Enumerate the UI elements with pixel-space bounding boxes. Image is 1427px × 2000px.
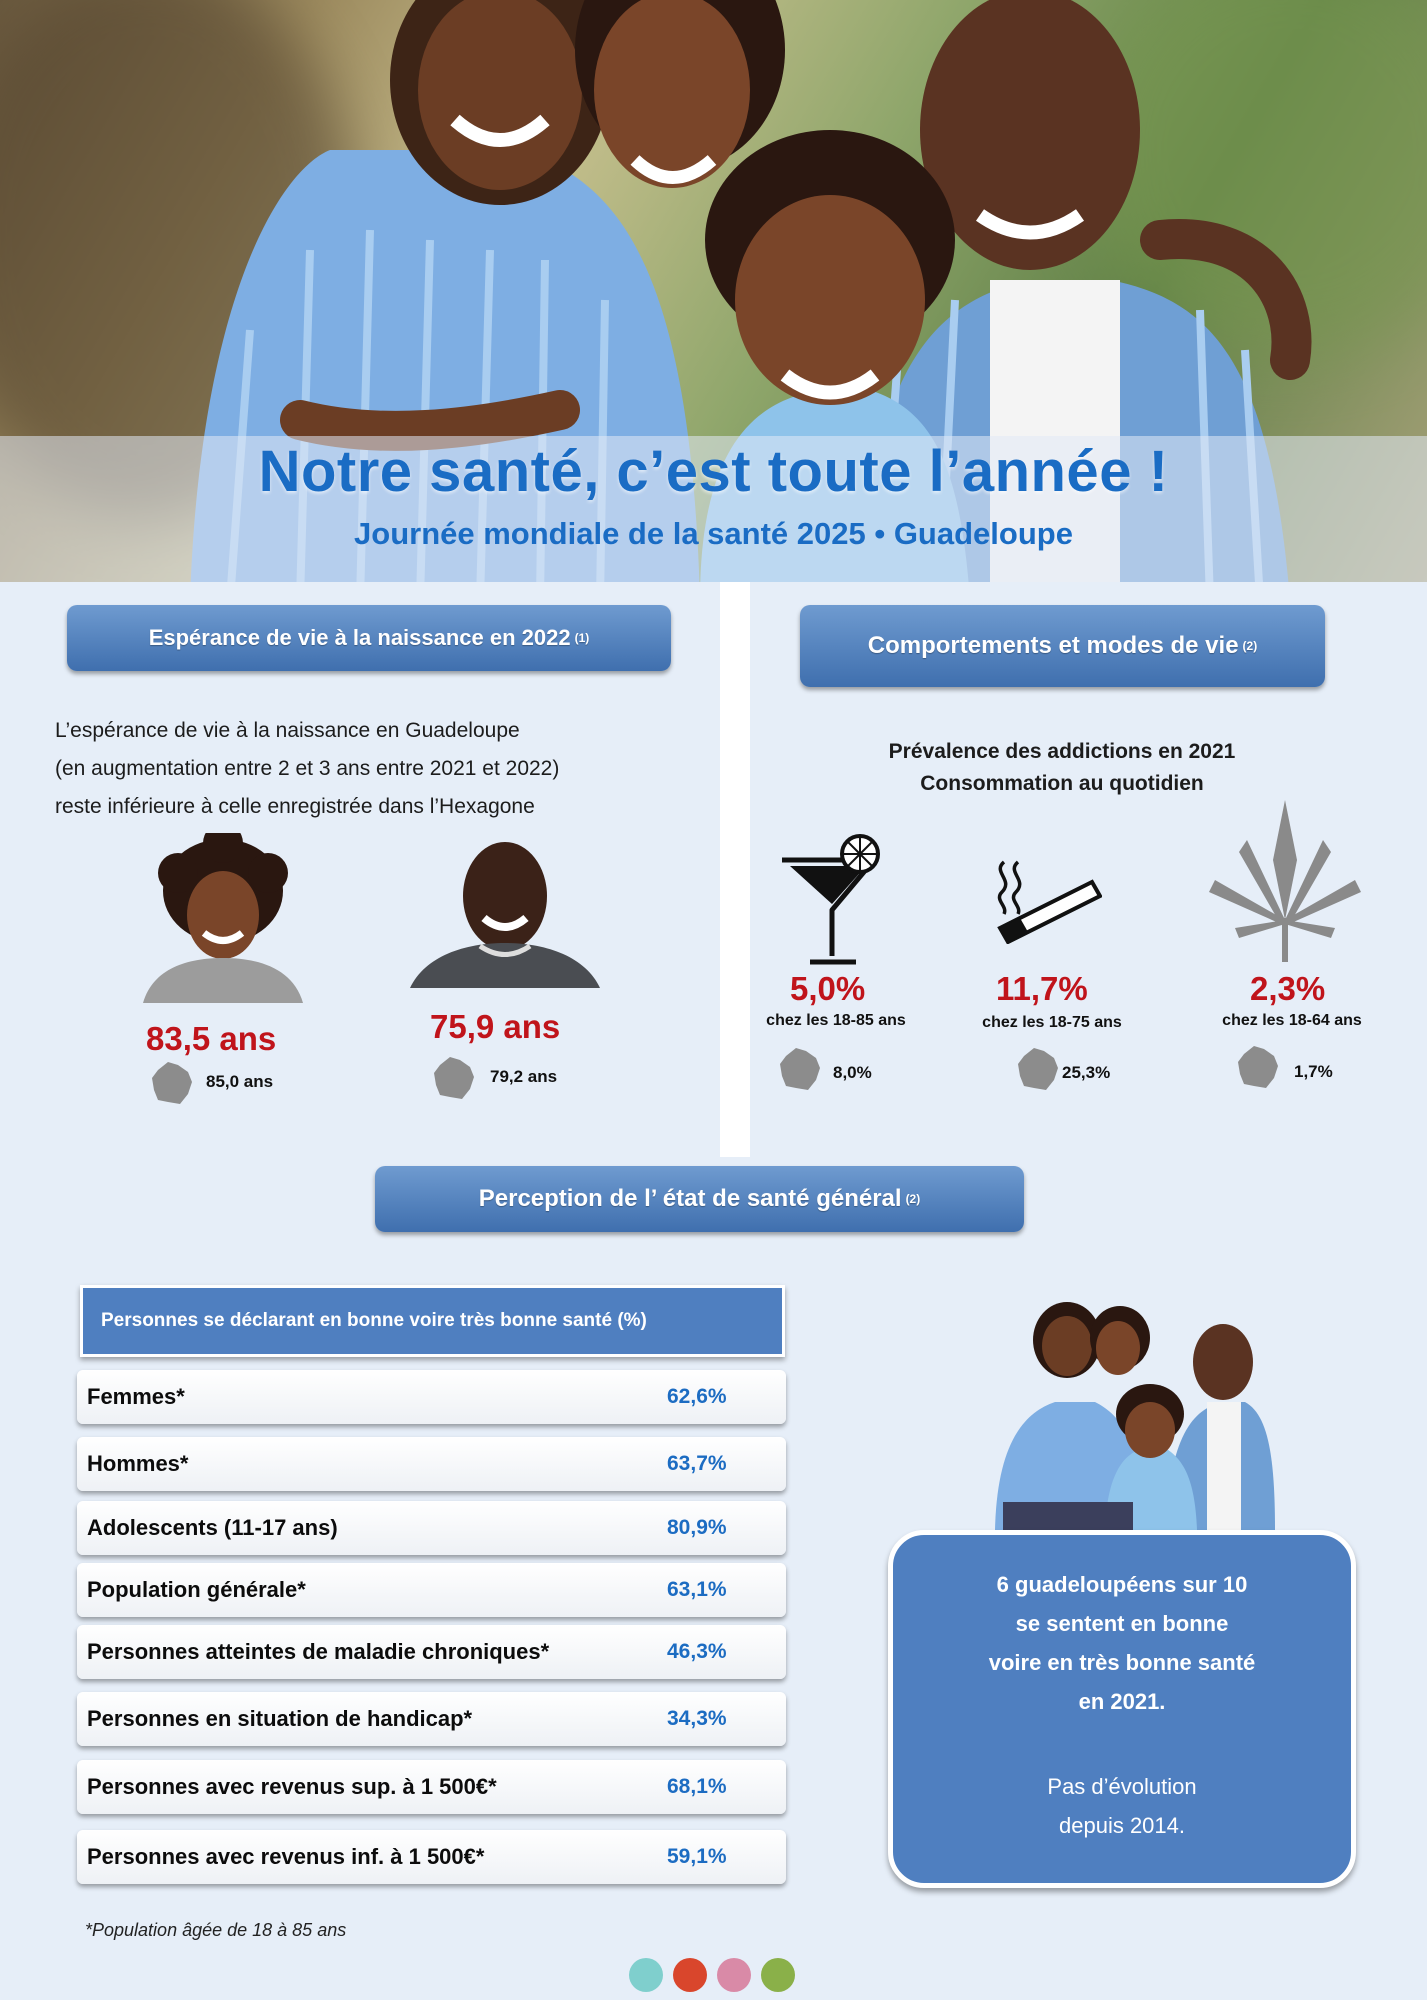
table-header: Personnes se déclarant en bonne voire très bonne santé (%) — [80, 1285, 785, 1357]
column-divider — [720, 582, 750, 1157]
row-label: Personnes atteintes de maladie chroniques* — [87, 1639, 550, 1664]
addictions-subtitle: Consommation au quotidien — [920, 772, 1204, 795]
section-heading-text: Espérance de vie à la naissance en 2022 — [148, 625, 571, 650]
woman-portrait-icon — [138, 833, 308, 1003]
row-value: 46,3% — [667, 1640, 727, 1663]
row-label: Femmes* — [87, 1384, 185, 1409]
women-life-expectancy: 83,5 ans — [146, 1020, 277, 1057]
decorative-dot — [717, 1958, 751, 1992]
text-line: reste inférieure à celle enregistrée dans l’Hexagone — [55, 795, 535, 818]
page-subtitle: Journée mondiale de la santé 2025 • Guadeloupe — [354, 516, 1073, 551]
decorative-dot — [761, 1958, 795, 1992]
addictions-title: Prévalence des addictions en 2021 — [888, 740, 1236, 763]
table-row — [77, 1830, 786, 1884]
row-value: 59,1% — [667, 1845, 727, 1868]
callout-box — [888, 1530, 1356, 1888]
cocktail-glass-icon — [778, 832, 884, 968]
family-small-photo — [985, 1302, 1275, 1530]
alcohol-value: 5,0% — [790, 970, 866, 1007]
france-map-icon — [1016, 1046, 1060, 1092]
row-value: 80,9% — [667, 1516, 727, 1539]
row-label: Adolescents (11-17 ans) — [87, 1515, 338, 1540]
table-row — [77, 1563, 786, 1617]
text-line: (en augmentation entre 2 et 3 ans entre 2021 et 2022) — [55, 757, 560, 780]
france-map-icon — [778, 1046, 822, 1092]
decorative-dot — [673, 1958, 707, 1992]
callout-main-text — [893, 1565, 1351, 1721]
cannabis-hexagone-value: 1,7% — [1294, 1062, 1333, 1081]
table-row — [77, 1437, 786, 1491]
callout-note-line: Pas d’évolution — [1047, 1774, 1197, 1799]
decorative-dot — [629, 1958, 663, 1992]
cannabis-age-range: chez les 18-64 ans — [1222, 1012, 1362, 1029]
row-value: 34,3% — [667, 1707, 727, 1730]
callout-note — [893, 1767, 1351, 1845]
callout-line: voire en très bonne santé — [988, 1650, 1256, 1675]
section-heading-note: (2) — [1242, 639, 1258, 653]
france-map-icon — [432, 1055, 476, 1101]
row-label: Population générale* — [87, 1577, 306, 1602]
cannabis-leaf-icon — [1205, 800, 1365, 965]
tobacco-value: 11,7% — [996, 970, 1088, 1007]
life-expectancy-text — [55, 712, 705, 826]
callout-line: se sentent en bonne — [1015, 1611, 1229, 1636]
table-row — [77, 1625, 786, 1679]
page-title: Notre santé, c’est toute l’année ! — [258, 439, 1169, 504]
table-row — [77, 1692, 786, 1746]
section-heading-text: Comportements et modes de vie — [867, 632, 1239, 659]
section-heading-text: Perception de l’ état de santé général — [478, 1185, 902, 1212]
cigarette-icon — [990, 858, 1102, 944]
row-value: 68,1% — [667, 1775, 727, 1798]
man-portrait-icon — [410, 838, 600, 988]
row-value: 62,6% — [667, 1385, 727, 1408]
men-life-expectancy: 75,9 ans — [430, 1008, 561, 1045]
section-heading-life-expectancy — [67, 605, 671, 671]
section-heading-note: (2) — [905, 1192, 921, 1206]
table-row — [77, 1370, 786, 1424]
callout-line: en 2021. — [1078, 1689, 1166, 1714]
alcohol-age-range: chez les 18-85 ans — [766, 1012, 906, 1029]
cannabis-value: 2,3% — [1250, 970, 1326, 1007]
section-heading-behaviours — [800, 605, 1325, 687]
alcohol-hexagone-value: 8,0% — [833, 1063, 872, 1082]
women-hexagone-value: 85,0 ans — [206, 1072, 274, 1091]
table-row — [77, 1760, 786, 1814]
callout-line: 6 guadeloupéens sur 10 — [996, 1572, 1248, 1597]
france-map-icon — [1236, 1044, 1280, 1090]
france-map-icon — [150, 1060, 194, 1106]
tobacco-age-range: chez les 18-75 ans — [982, 1014, 1122, 1031]
row-value: 63,7% — [667, 1452, 727, 1475]
table-row — [77, 1501, 786, 1555]
section-heading-note: (1) — [574, 631, 590, 645]
men-hexagone-value: 79,2 ans — [490, 1067, 558, 1086]
tobacco-hexagone-value: 25,3% — [1062, 1063, 1111, 1082]
row-label: Personnes avec revenus inf. à 1 500€* — [87, 1844, 485, 1869]
callout-note-line: depuis 2014. — [1059, 1813, 1185, 1838]
row-label: Personnes avec revenus sup. à 1 500€* — [87, 1774, 497, 1799]
text-line: L’espérance de vie à la naissance en Guadeloupe — [55, 719, 520, 742]
hero-banner — [0, 0, 1427, 582]
table-footnote: *Population âgée de 18 à 85 ans — [85, 1920, 347, 1940]
row-label: Hommes* — [87, 1451, 189, 1476]
row-value: 63,1% — [667, 1578, 727, 1601]
section-heading-perception — [375, 1166, 1024, 1232]
row-label: Personnes en situation de handicap* — [87, 1706, 473, 1731]
